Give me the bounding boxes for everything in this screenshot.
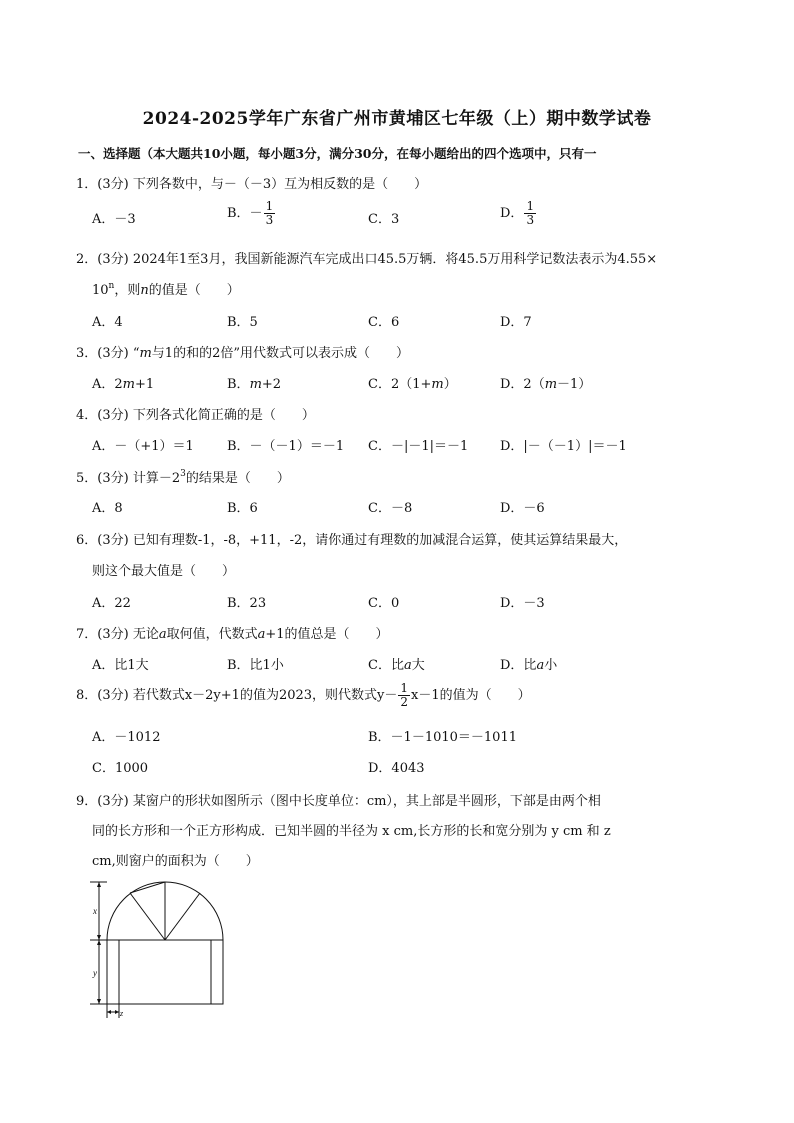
q1-option-d: D． $\frac{1}{3}$ [500,199,535,227]
q8-option-d: D．4043 [368,761,425,776]
q3-option-c: C．2（1+m） [368,377,457,392]
q6-option-a: A．22 [92,596,131,611]
q2-option-b: B．5 [227,315,258,330]
figure-label-z: z [120,1009,124,1018]
question-7-stem: 7．(3分) 无论a取何值，代数式a+1的值总是（ ） [76,627,389,642]
page-title: 2024-2025学年广东省广州市黄埔区七年级（上）期中数学试卷 [142,109,652,129]
q4-option-d: D．|－（－1）|＝－1 [500,439,627,454]
q8-option-c: C．1000 [92,761,149,776]
question-6-line2: 则这个最大值是（ ） [92,564,236,579]
q5-option-a: A．8 [92,501,123,516]
q2-option-c: C．6 [368,315,400,330]
lower-rectangle [107,940,223,1004]
arc-radius-right [165,893,200,940]
question-5-stem: 5．(3分) 计算$-2^3$的结果是（ ） [76,469,290,486]
q4-option-b: B．－（－1）＝－1 [227,439,345,454]
question-2-line1: 2．(3分) 2024年1至3月，我国新能源汽车完成出口45.5万辆．将45.5万用科学记数法表示为4.55× [76,252,658,267]
q1-option-b: B．－ $\frac{1}{3}$ [227,199,274,227]
q7-option-d: D．比a小 [500,658,558,673]
q8-option-b: B．－1－1010＝－1011 [368,730,517,745]
q6-option-c: C．0 [368,596,400,611]
question-4-stem: 4．(3分) 下列各式化简正确的是（ ） [76,408,315,423]
arc-radius-left [130,893,165,940]
q3-option-b: B．m+2 [227,377,282,392]
question-6-line1: 6．(3分) 已知有理数-1，-8，+11，-2，请你通过有理数的加减混合运算，使其运算结果最大， [76,533,628,548]
q4-option-a: A．－（+1）＝1 [92,439,194,454]
q7-option-b: B．比1小 [227,658,284,673]
q3-option-d: D．2（m－1） [500,377,592,392]
figure-label-y: y [93,968,97,978]
question-9-line1: 9．(3分) 某窗户的形状如图所示（图中长度单位：cm），其上部是半圆形，下部是由两个相 [76,794,601,809]
q6-option-b: B．23 [227,596,267,611]
window-figure [90,876,240,1018]
q2-option-a: A．4 [92,315,123,330]
q5-option-d: D．－6 [500,501,545,516]
q5-option-c: C．－8 [368,501,413,516]
q7-option-c: C．比a大 [368,658,425,673]
q1-option-a: A．－3 [92,212,136,227]
q5-option-b: B．6 [227,501,258,516]
section-heading: 一、选择题（本大题共10小题，每小题3分，满分30分，在每小题给出的四个选项中，只有一 [78,146,597,161]
q7-option-a: A．比1大 [92,658,149,673]
question-3-stem: 3．(3分) “m与1的和的2倍”用代数式可以表示成（ ） [76,346,409,361]
q3-option-a: A．2m+1 [92,377,155,392]
question-2-line2: 10$^n$，则n的值是（ ） [92,281,240,298]
question-9-line2: 同的长方形和一个正方形构成．已知半圆的半径为 x cm,长方形的长和宽分别为 y cm 和 z [92,824,611,839]
q2-option-d: D．7 [500,315,532,330]
q4-option-c: C．－|－1|＝－1 [368,439,469,454]
q1-option-c: C．3 [368,212,400,227]
question-1-stem: 1．(3分) 下列各数中，与－（－3）互为相反数的是（ ） [76,177,428,192]
figure-label-x: x [93,906,97,916]
question-8-stem: 8．(3分) 若代数式x－2y+1的值为2023，则代数式y－ $\frac{1}{2}$ x－1的值为（ ） [76,681,531,709]
q8-option-a: A．－1012 [92,730,161,745]
question-9-line3: cm,则窗户的面积为（ ） [92,854,259,869]
q6-option-d: D．－3 [500,596,545,611]
